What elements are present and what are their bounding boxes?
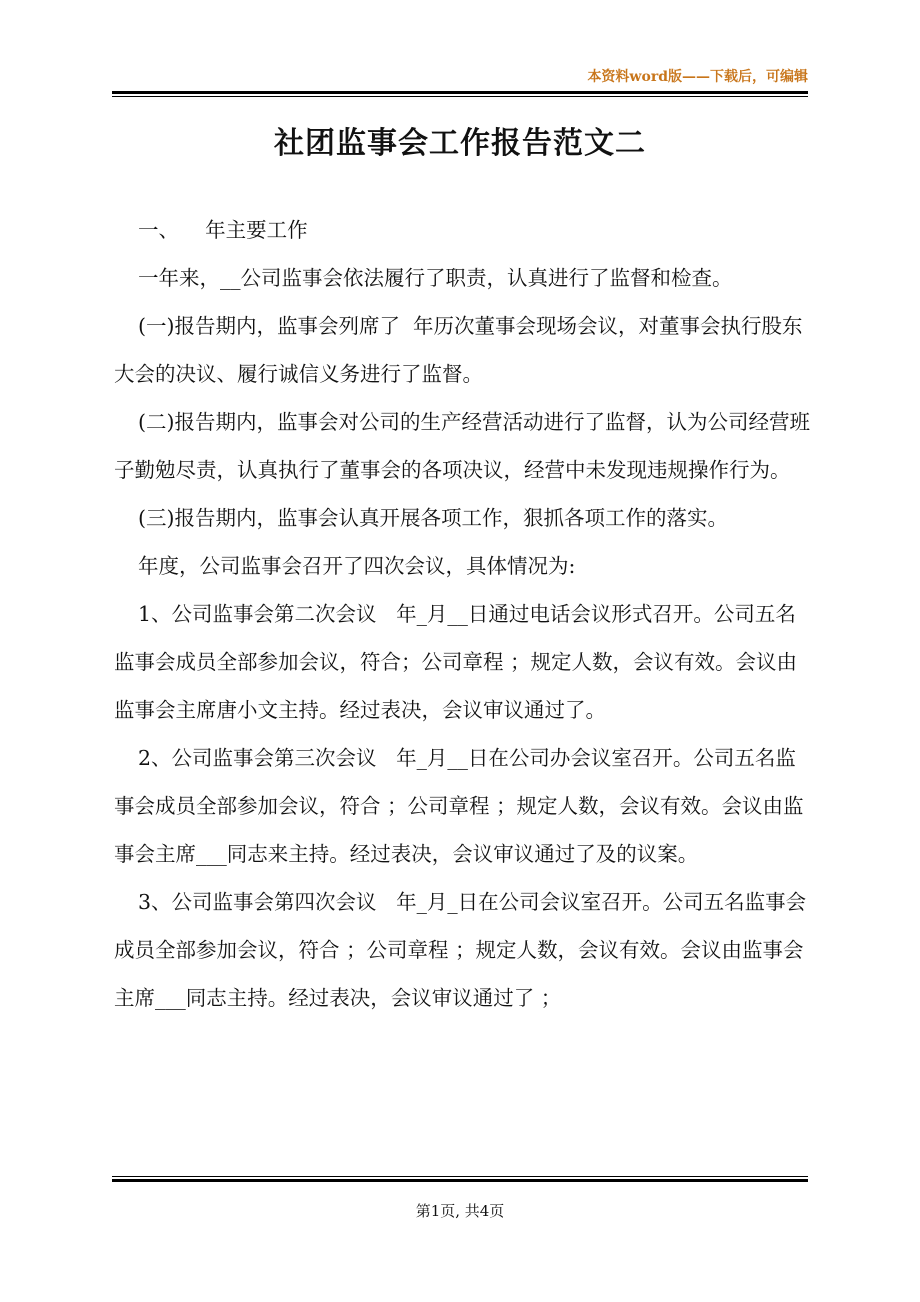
header-rule [112, 91, 808, 97]
header-note: 本资料word版——下载后，可编辑 [587, 69, 808, 85]
paragraph-meetings-intro: 年度，公司监事会召开了四次会议，具体情况为: [138, 554, 576, 578]
document-title: 社团监事会工作报告范文二 [274, 126, 646, 161]
section-heading: 一、 年主要工作 [138, 218, 308, 242]
paragraph-item-2: (二)报告期内，监事会对公司的生产经营活动进行了监督，认为公司经营班子勤勉尽责，认真执行了董事会的各项决议，经营中未发现违规操作行为。 [114, 410, 810, 482]
page-number: 第1页, 共4页 [415, 1202, 505, 1220]
paragraph-meeting-1: 1、公司监事会第二次会议 年_月__日通过电话会议形式召开。公司五名监事会成员全部参加会议，符合；公司章程 ；规定人数，会议有效。会议由监事会主席唐小文主持。经过表决，会议审议通过了。 [114, 602, 798, 722]
paragraph-intro: 一年来，__公司监事会依法履行了职责，认真进行了监督和检查。 [138, 266, 733, 290]
paragraph-item-1: (一)报告期内，监事会列席了 年历次董事会现场会议，对董事会执行股东大会的决议、履行诚信义务进行了监督。 [114, 314, 803, 386]
footer-rule [112, 1176, 808, 1182]
paragraph-meeting-3: 3、公司监事会第四次会议 年_月_日在公司会议室召开。公司五名监事会成员全部参加会议，符合 ；公司章程 ；规定人数，会议有效。会议由监事会主席___同志主持。经过表决，会议审议通过了 ； [114, 890, 807, 1010]
paragraph-item-3: (三)报告期内，监事会认真开展各项工作，狠抓各项工作的落实。 [138, 506, 728, 530]
document-body [114, 206, 810, 1022]
paragraph-meeting-2: 2、公司监事会第三次会议 年_月__日在公司办会议室召开。公司五名监事会成员全部参加会议，符合 ；公司章程 ；规定人数，会议有效。会议由监事会主席___同志来主持。经过表决，会议审议通过了及的议案。 [114, 746, 804, 866]
